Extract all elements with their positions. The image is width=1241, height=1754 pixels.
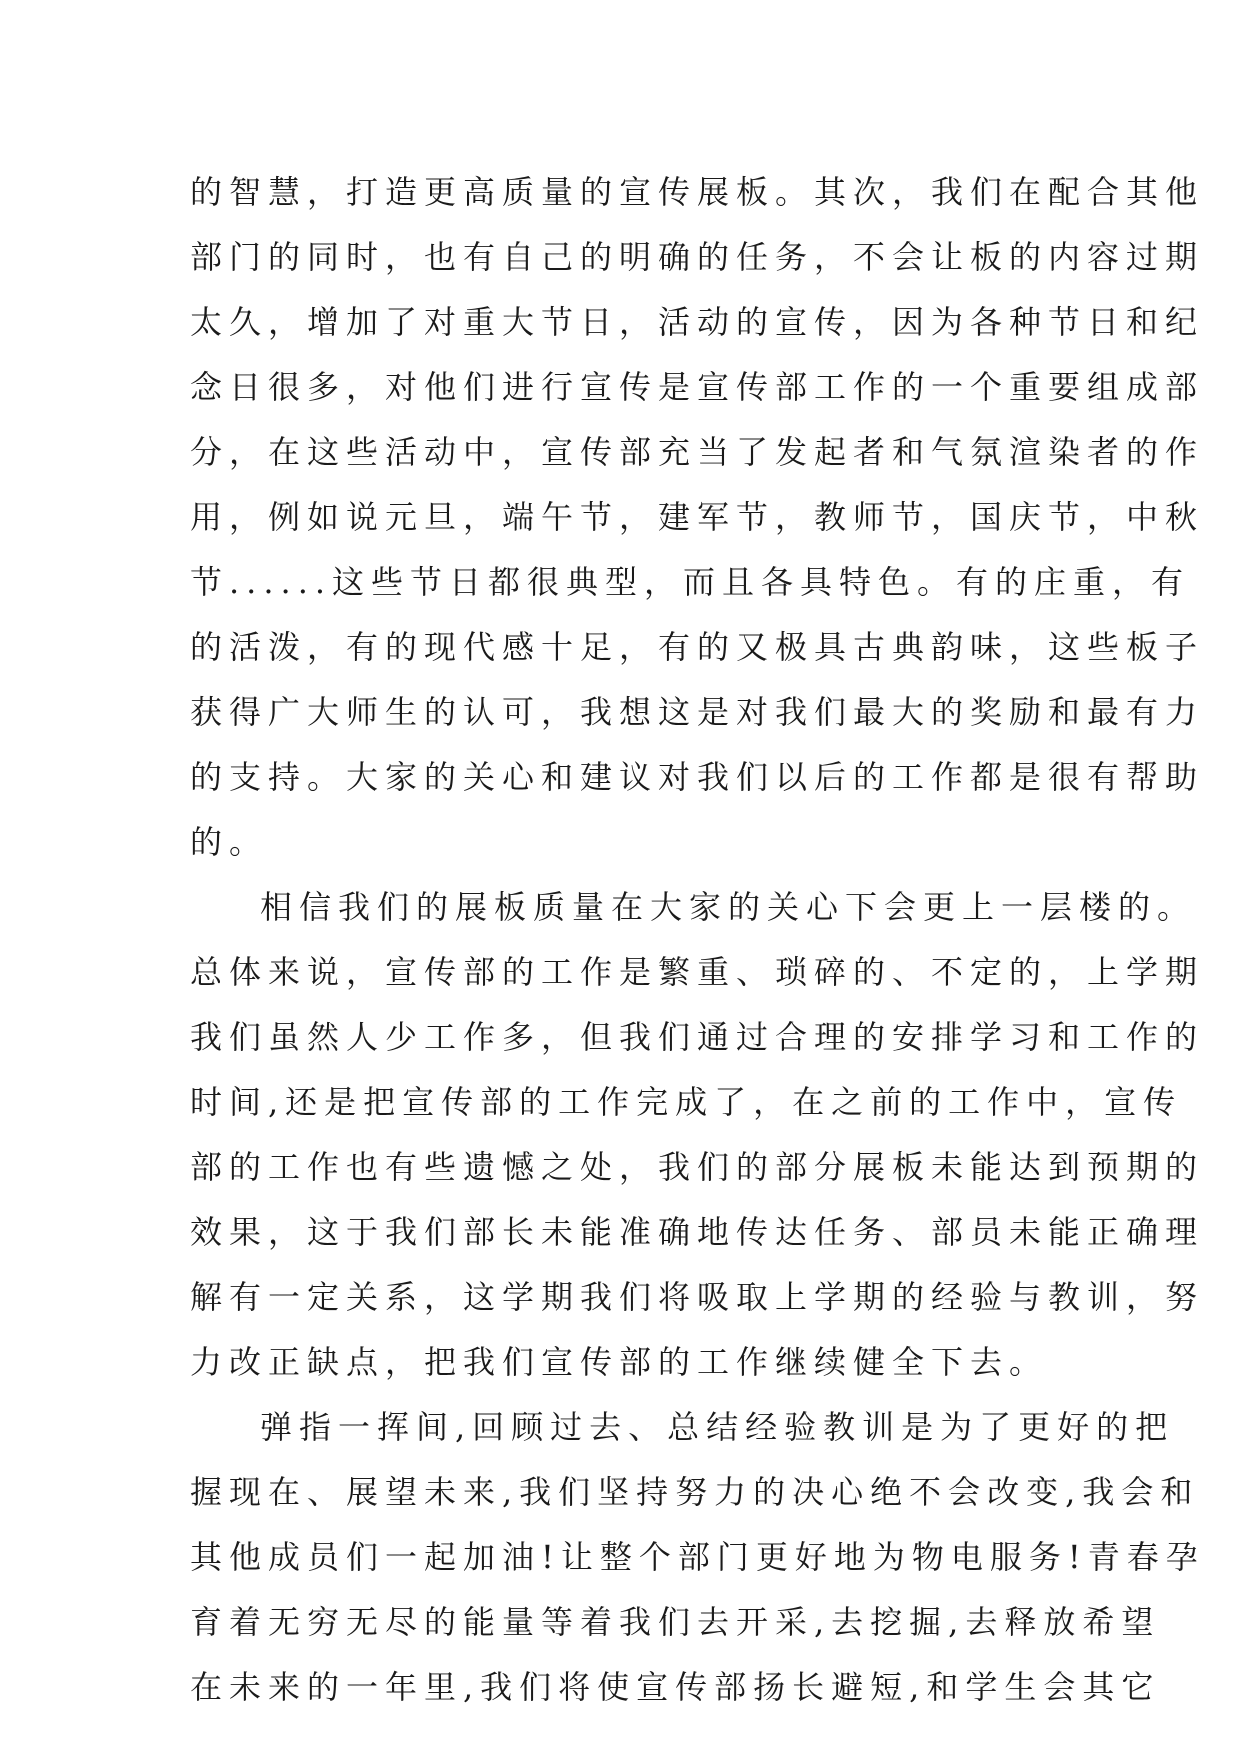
text-line: 总体来说，宣传部的工作是繁重、琐碎的、不定的，上学期 [190,953,1205,991]
text-line: 的智慧，打造更高质量的宣传展板。其次，我们在配合其他 [190,173,1205,211]
text-line: 我们虽然人少工作多，但我们通过合理的安排学习和工作的 [190,1018,1205,1056]
text-line: 分，在这些活动中，宣传部充当了发起者和气氛渲染者的作 [190,433,1205,471]
text-line: 获得广大师生的认可，我想这是对我们最大的奖励和最有力 [190,693,1205,731]
text-line: 在未来的一年里,我们将使宣传部扬长避短,和学生会其它 [190,1668,1161,1706]
text-line: 的。 [190,823,269,861]
text-line: 的支持。大家的关心和建议对我们以后的工作都是很有帮助 [190,758,1205,796]
text-line: 其他成员们一起加油!让整个部门更好地为物电服务!青春孕 [190,1538,1205,1576]
text-line: 时间,还是把宣传部的工作完成了，在之前的工作中，宣传 [190,1083,1183,1121]
text-line: 育着无穷无尽的能量等着我们去开采,去挖掘,去释放希望 [190,1603,1161,1641]
text-line: 节......这些节日都很典型，而且各具特色。有的庄重，有 [190,563,1191,601]
text-line: 的活泼，有的现代感十足，有的又极具古典韵味，这些板子 [190,628,1205,666]
paragraph-start-line: 弹指一挥间,回顾过去、总结经验教训是为了更好的把 [260,1408,1175,1446]
text-line: 念日很多，对他们进行宣传是宣传部工作的一个重要组成部 [190,368,1205,406]
paragraph-start-line: 相信我们的展板质量在大家的关心下会更上一层楼的。 [260,888,1197,926]
document-body [190,160,1205,1720]
text-line: 解有一定关系，这学期我们将吸取上学期的经验与教训，努 [190,1278,1205,1316]
text-line: 力改正缺点，把我们宣传部的工作继续健全下去。 [190,1343,1049,1381]
text-line: 太久，增加了对重大节日，活动的宣传，因为各种节日和纪 [190,303,1205,341]
text-line: 部的工作也有些遗憾之处，我们的部分展板未能达到预期的 [190,1148,1205,1186]
text-line: 效果，这于我们部长未能准确地传达任务、部员未能正确理 [190,1213,1205,1251]
text-line: 部门的同时，也有自己的明确的任务，不会让板的内容过期 [190,238,1205,276]
text-line: 用，例如说元旦，端午节，建军节，教师节，国庆节，中秋 [190,498,1205,536]
text-line: 握现在、展望未来,我们坚持努力的决心绝不会改变,我会和 [190,1473,1200,1511]
